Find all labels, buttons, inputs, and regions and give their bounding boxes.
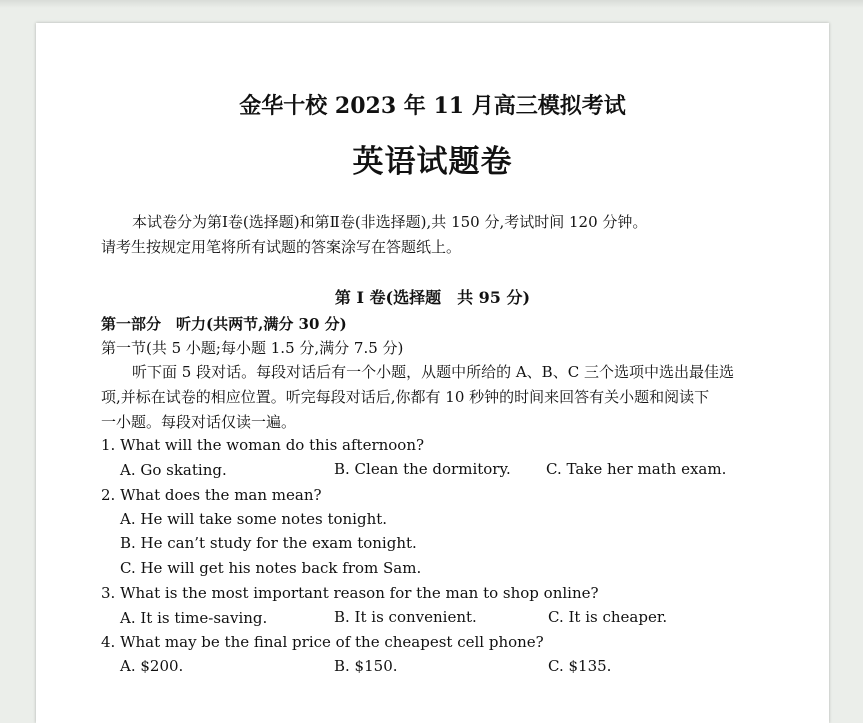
- directions-line-2: 项,并标在试卷的相应位置。听完每段对话后,你都有 10 秒钟的时间来回答有关小题和阅读下: [101, 388, 710, 406]
- question-2-stem: 2. What does the man mean?: [101, 486, 322, 504]
- question-3-option-c: C. It is cheaper.: [548, 608, 668, 626]
- instruction-line-2: 请考生按规定用笔将所有试题的答案涂写在答题纸上。: [101, 238, 462, 256]
- directions-line-1: 听下面 5 段对话。每段对话后有一个小题，从题中所给的 A、B、C 三个选项中选出最佳选: [132, 363, 734, 381]
- section-title: 第一节(共 5 小题;每小题 1.5 分,满分 7.5 分): [101, 339, 404, 357]
- subject-title: 英语试题卷: [352, 144, 513, 180]
- question-2-option-a: A. He will take some notes tonight.: [120, 510, 388, 528]
- question-4-option-b: B. $150.: [334, 657, 398, 675]
- question-4-option-a: A. $200.: [120, 657, 184, 675]
- question-3-option-a: A. It is time-saving.: [120, 609, 268, 627]
- question-4-option-c: C. $135.: [548, 657, 612, 675]
- question-1-stem: 1. What will the woman do this afternoon?: [101, 436, 425, 454]
- question-3-stem: 3. What is the most important reason for the man to shop online?: [101, 584, 599, 602]
- question-1-option-b: B. Clean the dormitory.: [334, 460, 511, 478]
- question-1-option-a: A. Go skating.: [120, 461, 227, 479]
- directions-line-3: 一小题。每段对话仅读一遍。: [101, 413, 297, 431]
- exam-title: 金华十校 2023 年 11 月高三模拟考试: [239, 93, 626, 119]
- question-1-option-c: C. Take her math exam.: [546, 460, 727, 478]
- part-title: 第一部分 听力(共两节,满分 30 分): [101, 315, 347, 333]
- document-page: [36, 23, 829, 723]
- viewer-top-strip: [0, 0, 863, 8]
- question-4-stem: 4. What may be the final price of the cheapest cell phone?: [101, 633, 544, 651]
- question-2-option-c: C. He will get his notes back from Sam.: [120, 559, 422, 577]
- volume-title: 第 I 卷(选择题 共 95 分): [334, 288, 531, 307]
- question-3-option-b: B. It is convenient.: [334, 608, 477, 626]
- instruction-line-1: 本试卷分为第Ⅰ卷(选择题)和第Ⅱ卷(非选择题),共 150 分,考试时间 120 分钟。: [132, 213, 648, 231]
- question-2-option-b: B. He can’t study for the exam tonight.: [120, 534, 417, 552]
